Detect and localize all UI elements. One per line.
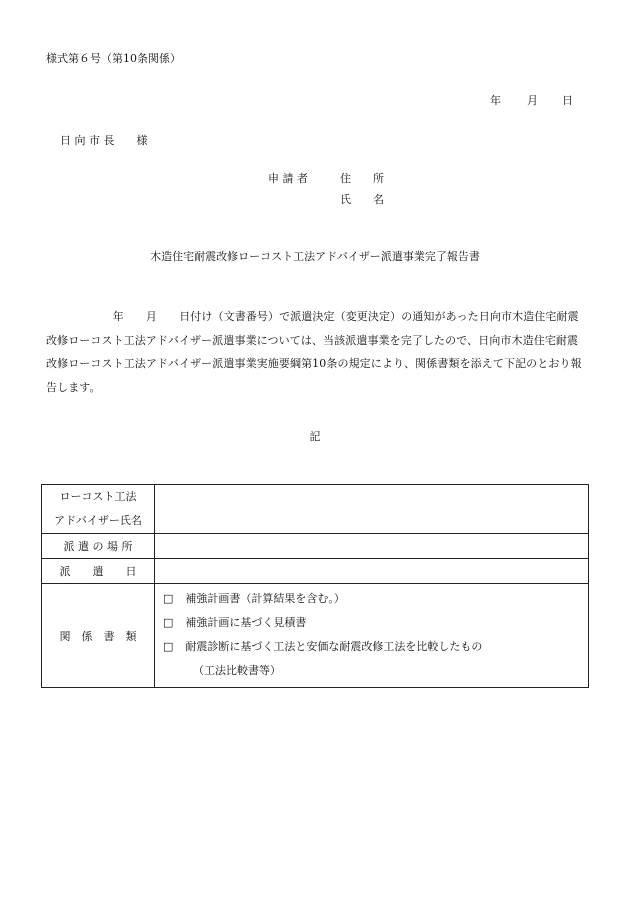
checkbox-icon[interactable]: □ — [163, 640, 174, 653]
applicant-role: 申 請 者 — [268, 172, 308, 185]
date-year: 年 — [490, 94, 501, 107]
addressee: 日 向 市 長 様 — [60, 134, 148, 147]
table-row — [42, 485, 589, 534]
applicant-name-label: 氏 名 — [340, 193, 384, 206]
doc-note: （工法比較書等） — [193, 664, 281, 677]
doc-item-comparison — [163, 635, 588, 659]
form-number: 様式第６号（第10条関係） — [46, 52, 181, 65]
doc-item-reinforcement-plan — [163, 587, 588, 611]
dispatch-date-label: 派 遣 日 — [42, 559, 155, 584]
related-docs-label: 関 係 書 類 — [42, 584, 155, 688]
doc-item-estimate — [163, 611, 588, 635]
date-line — [490, 92, 573, 108]
table-row — [42, 559, 589, 584]
applicant-address-label: 住 所 — [340, 172, 384, 185]
advisor-label-line2: アドバイザー氏名 — [54, 514, 142, 527]
report-table — [41, 484, 589, 688]
checkbox-icon[interactable]: □ — [163, 616, 174, 629]
doc-item-label: 補強計画書（計算結果を含む。） — [185, 592, 345, 605]
table-row — [42, 534, 589, 559]
place-field[interactable] — [155, 534, 589, 559]
related-docs-list — [155, 584, 589, 688]
checkbox-icon[interactable]: □ — [163, 592, 174, 605]
advisor-label-line1: ローコスト工法 — [59, 490, 137, 503]
table-row — [42, 584, 589, 688]
doc-item-label: 耐震診断に基づく工法と安価な耐震改修工法を比較したもの — [185, 640, 483, 653]
dispatch-date-field[interactable] — [155, 559, 589, 584]
body-paragraph: 年 月 日付け（文書番号）で派遣決定（変更決定）の通知があった日向市木造住宅耐震改修ローコスト工法アドバイザー派遣事業については、当該派遣事業を完了したので、日向市木造住宅耐震改修ローコスト工法アドバイザー派遣事業実施要綱第10条の規定により、関係書類を添えて下記のとおり報告します。 — [46, 310, 582, 394]
document-title: 木造住宅耐震改修ローコスト工法アドバイザー派遣事業完了報告書 — [150, 250, 480, 263]
doc-item-label: 補強計画に基づく見積書 — [185, 616, 307, 629]
date-month: 月 — [527, 94, 538, 107]
ki-heading: 記 — [309, 430, 321, 443]
place-label: 派 遣 の 場 所 — [42, 534, 155, 559]
advisor-name-field[interactable] — [155, 485, 589, 534]
advisor-name-label — [42, 485, 155, 534]
date-day: 日 — [562, 94, 573, 107]
